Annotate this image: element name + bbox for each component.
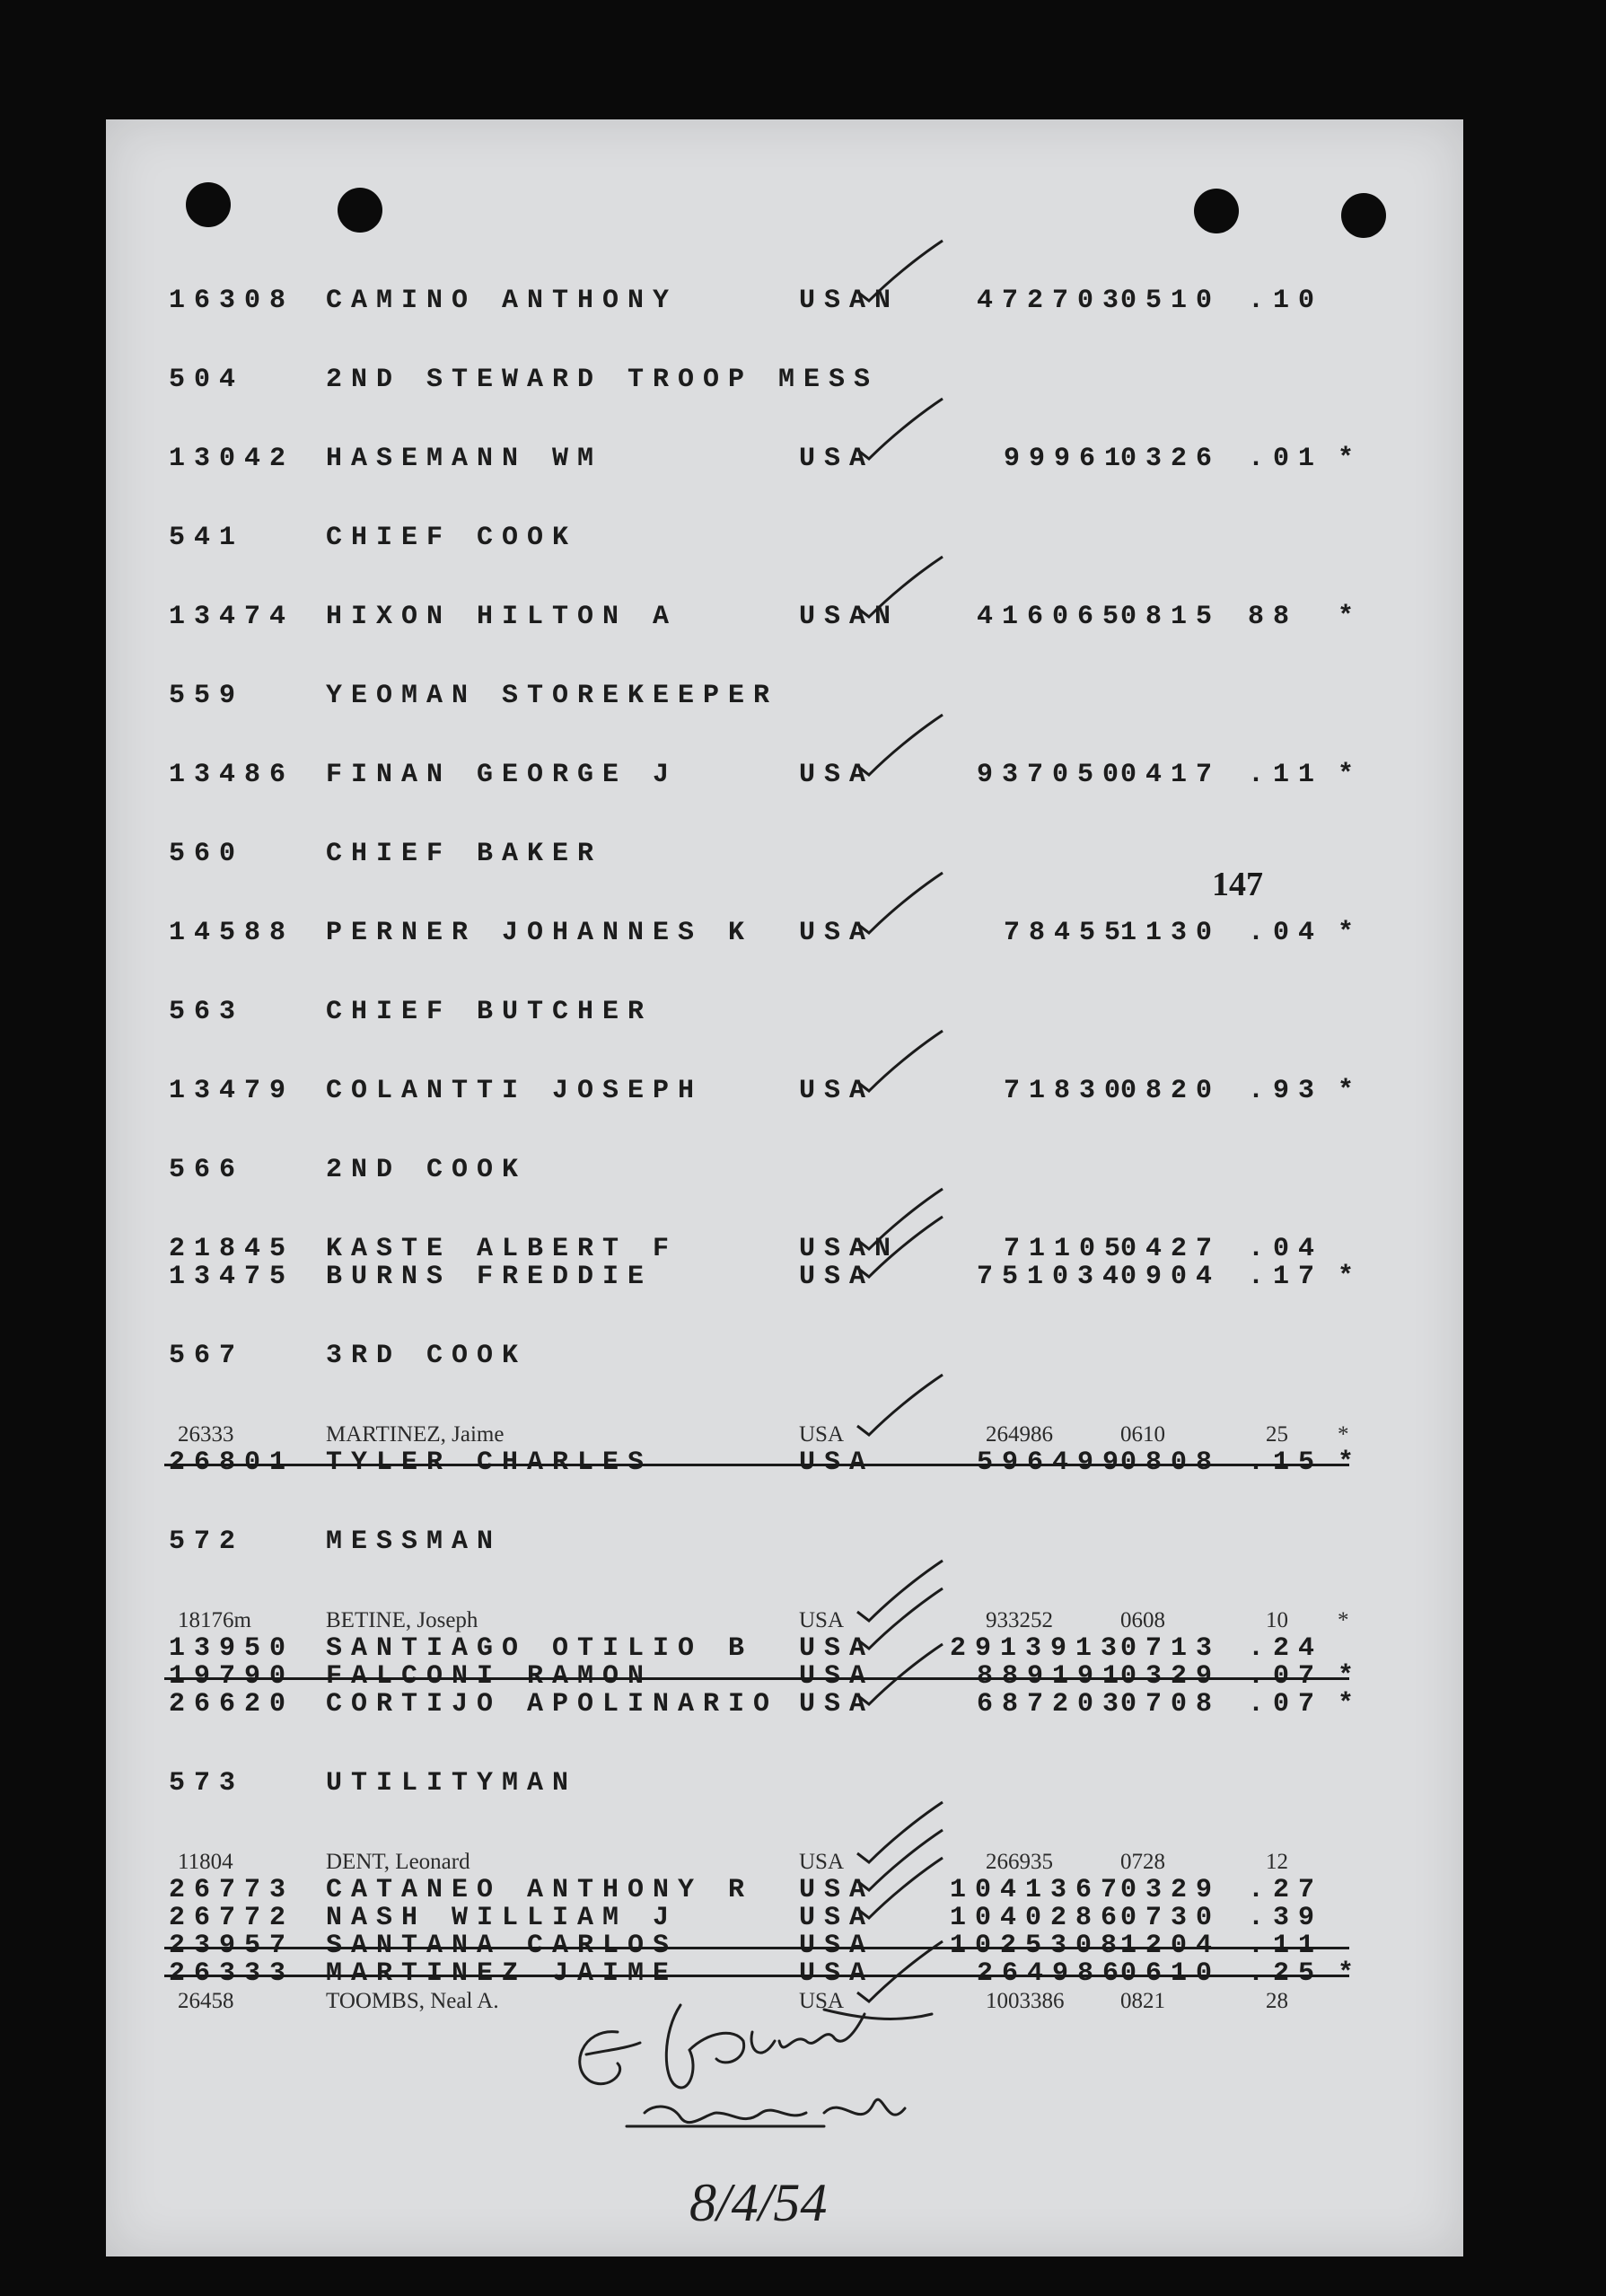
date-code: 0329 [1120, 1661, 1222, 1692]
crew-name: PERNER JOHANNES K [326, 918, 754, 948]
section-title: MESSMAN [326, 1526, 503, 1557]
date-code: 0904 [1120, 1262, 1222, 1292]
nationality: USA [799, 444, 875, 474]
date-code: 0510 [1120, 286, 1222, 316]
crew-entry [106, 1073, 1463, 1109]
section-code: 559 [169, 681, 245, 711]
section-title: CHIEF BUTCHER [326, 997, 654, 1027]
date-code: 0821 [1120, 1989, 1165, 2013]
crew-number: 14588 [169, 918, 295, 948]
document-number: 933252 [986, 1608, 1053, 1632]
section-heading [106, 1338, 1463, 1374]
crew-name: HIXON HILTON A [326, 602, 679, 632]
nationality: USA [799, 760, 875, 790]
date-code: 0815 [1120, 602, 1222, 632]
document-number: 1003386 [986, 1989, 1065, 2013]
document-number: 1041367 [950, 1875, 1127, 1905]
document-number: 1040286 [950, 1903, 1127, 1933]
amount: .04 [1248, 918, 1324, 948]
crew-number: 26458 [178, 1989, 234, 2013]
date-code: 1204 [1120, 1931, 1222, 1961]
nationality: USA [799, 1608, 845, 1632]
section-code: 560 [169, 839, 245, 869]
crew-name: FINAN GEORGE J [326, 760, 679, 790]
document-number: 472703 [977, 286, 1128, 316]
section-heading [106, 362, 1463, 398]
crew-number: 13042 [169, 444, 295, 474]
nationality: USAN [799, 1234, 900, 1264]
check-mark [853, 552, 952, 624]
document-number: 1025308 [950, 1931, 1127, 1961]
check-mark [853, 236, 952, 308]
date-code: 1130 [1120, 918, 1222, 948]
document-number: 78455 [1004, 918, 1130, 948]
section-title: CHIEF BAKER [326, 839, 603, 869]
amount: 88 [1248, 602, 1299, 632]
crew-number: 26333 [169, 1958, 295, 1989]
page-number: 147 [1212, 866, 1263, 903]
crew-number: 13479 [169, 1076, 295, 1106]
date-code: 0820 [1120, 1076, 1222, 1106]
nationality: USA [799, 1903, 875, 1933]
date-code: 0730 [1120, 1903, 1222, 1933]
document-number: 71830 [1004, 1076, 1130, 1106]
crew-number: 21845 [169, 1234, 295, 1264]
document-number: 596499 [977, 1447, 1128, 1478]
amount: .10 [1248, 286, 1324, 316]
asterisk-mark: * [1338, 1608, 1349, 1632]
crew-number: 26620 [169, 1689, 295, 1720]
crew-entry [106, 757, 1463, 793]
amount: .25 [1248, 1958, 1324, 1989]
crew-name: TYLER CHARLES [326, 1447, 654, 1478]
nationality: USAN [799, 286, 900, 316]
document-number: 2913913 [950, 1633, 1127, 1664]
crew-number: 13475 [169, 1262, 295, 1292]
document-number: 264986 [986, 1422, 1053, 1447]
crew-number: 26801 [169, 1447, 295, 1478]
crew-number: 23957 [169, 1931, 295, 1961]
crew-number: 11804 [178, 1850, 233, 1874]
asterisk-mark: * [1338, 1447, 1364, 1478]
nationality: USA [799, 1447, 875, 1478]
asterisk-mark: * [1338, 1076, 1364, 1106]
crew-name: BURNS FREDDIE [326, 1262, 654, 1292]
amount: .15 [1248, 1447, 1324, 1478]
signature-date: 8/4/54 [689, 2173, 828, 2232]
crew-name: NASH WILLIAM J [326, 1903, 679, 1933]
check-mark [853, 1212, 952, 1284]
amount: .27 [1248, 1875, 1324, 1905]
check-mark [853, 710, 952, 782]
date-code: 0329 [1120, 1875, 1222, 1905]
binder-hole-right-1 [1194, 189, 1239, 233]
date-code: 0708 [1120, 1689, 1222, 1720]
crew-name: TOOMBS, Neal A. [326, 1989, 499, 2013]
crew-entry [106, 1445, 1463, 1481]
section-heading [106, 994, 1463, 1030]
date-code: 0427 [1120, 1234, 1222, 1264]
date-code: 0713 [1120, 1633, 1222, 1664]
section-code: 504 [169, 365, 245, 395]
crew-name: SANTANA CARLOS [326, 1931, 679, 1961]
amount: .39 [1248, 1903, 1324, 1933]
date-code: 0608 [1120, 1608, 1165, 1632]
section-heading [106, 520, 1463, 556]
crew-number: 26772 [169, 1903, 295, 1933]
section-title: 2ND COOK [326, 1155, 528, 1185]
crew-name: CAMINO ANTHONY [326, 286, 679, 316]
crew-entry [106, 1686, 1463, 1722]
document-number: 266935 [986, 1850, 1053, 1874]
date-code: 0808 [1120, 1447, 1222, 1478]
crew-number: 19790 [169, 1661, 295, 1692]
section-code: 566 [169, 1155, 245, 1185]
document-number: 751034 [977, 1262, 1128, 1292]
section-title: UTILITYMAN [326, 1768, 578, 1799]
section-heading [106, 836, 1463, 872]
crew-number: 18176m [178, 1608, 251, 1632]
strike-line [164, 1947, 1349, 1949]
nationality: USA [799, 1633, 875, 1664]
nationality: USA [799, 1931, 875, 1961]
nationality: USA [799, 1989, 845, 2013]
section-code: 563 [169, 997, 245, 1027]
crew-number: 16308 [169, 286, 295, 316]
section-heading [106, 678, 1463, 714]
binder-hole-left-1 [186, 182, 231, 227]
crew-entry [106, 441, 1463, 477]
date-code: 0326 [1120, 444, 1222, 474]
asterisk-mark: * [1338, 918, 1364, 948]
document-number: 264986 [977, 1958, 1128, 1989]
document-number: 416065 [977, 602, 1128, 632]
amount: .04 [1248, 1234, 1324, 1264]
signature [555, 1978, 1129, 2248]
document-number: 99961 [1004, 444, 1130, 474]
date-code: 0417 [1120, 760, 1222, 790]
amount: .01 [1248, 444, 1324, 474]
crew-entry [106, 915, 1463, 951]
date-code: 0728 [1120, 1850, 1165, 1874]
amount: .11 [1248, 760, 1324, 790]
binder-hole-right-2 [1341, 193, 1386, 238]
amount: 28 [1266, 1989, 1288, 2013]
crew-number: 26773 [169, 1875, 295, 1905]
crew-entry [106, 283, 1463, 319]
asterisk-mark: * [1338, 760, 1364, 790]
crew-entry [106, 599, 1463, 635]
nationality: USA [799, 1689, 875, 1720]
crew-name: DENT, Leonard [326, 1850, 470, 1874]
amount: 12 [1266, 1850, 1288, 1874]
amount: 25 [1266, 1422, 1288, 1447]
section-code: 572 [169, 1526, 245, 1557]
crew-name: MARTINEZ JAIME [326, 1958, 679, 1989]
amount: .07 [1248, 1689, 1324, 1720]
section-heading [106, 1524, 1463, 1560]
strike-line [164, 1975, 1349, 1977]
amount: .11 [1248, 1931, 1324, 1961]
asterisk-mark: * [1338, 602, 1364, 632]
document-number: 889191 [977, 1661, 1128, 1692]
nationality: USAN [799, 602, 900, 632]
amount: .93 [1248, 1076, 1324, 1106]
crew-number: 13486 [169, 760, 295, 790]
section-title: YEOMAN STOREKEEPER [326, 681, 779, 711]
crew-number: 13950 [169, 1633, 295, 1664]
amount: .24 [1248, 1633, 1324, 1664]
check-mark [853, 868, 952, 940]
nationality: USA [799, 1875, 875, 1905]
crew-name: KASTE ALBERT F [326, 1234, 679, 1264]
binder-hole-left-2 [338, 188, 382, 233]
section-code: 541 [169, 523, 245, 553]
check-mark [853, 1853, 952, 1925]
section-heading [106, 1765, 1463, 1801]
document-page [106, 119, 1463, 2256]
crew-name: CORTIJO APOLINARIO [326, 1689, 779, 1720]
section-title: 3RD COOK [326, 1341, 528, 1371]
nationality: USA [799, 918, 875, 948]
date-code: 0610 [1120, 1958, 1222, 1989]
asterisk-mark: * [1338, 1422, 1349, 1447]
document-number: 71105 [1004, 1234, 1130, 1264]
nationality: USA [799, 1661, 875, 1692]
crew-name: SANTIAGO OTILIO B [326, 1633, 754, 1664]
document-number: 937050 [977, 760, 1128, 790]
crew-entry [106, 1259, 1463, 1295]
document-number: 687203 [977, 1689, 1128, 1720]
crew-name: HASEMANN WM [326, 444, 603, 474]
nationality: USA [799, 1076, 875, 1106]
nationality: USA [799, 1422, 845, 1447]
strike-line [164, 1464, 1349, 1466]
asterisk-mark: * [1338, 1262, 1364, 1292]
section-title: CHIEF COOK [326, 523, 578, 553]
nationality: USA [799, 1958, 875, 1989]
section-heading [106, 1152, 1463, 1188]
nationality: USA [799, 1262, 875, 1292]
asterisk-mark: * [1338, 444, 1364, 474]
asterisk-mark: * [1338, 1689, 1364, 1720]
section-code: 573 [169, 1768, 245, 1799]
crew-name: MARTINEZ, Jaime [326, 1422, 505, 1447]
asterisk-mark: * [1338, 1661, 1364, 1692]
crew-number: 26333 [178, 1422, 234, 1447]
crew-name: FALCONI RAMON [326, 1661, 654, 1692]
section-title: 2ND STEWARD TROOP MESS [326, 365, 880, 395]
strike-line [164, 1677, 1349, 1680]
section-code: 567 [169, 1341, 245, 1371]
nationality: USA [799, 1850, 845, 1874]
check-mark [853, 1640, 952, 1711]
amount: .17 [1248, 1262, 1324, 1292]
check-mark [853, 394, 952, 466]
crew-number: 13474 [169, 602, 295, 632]
crew-name: COLANTTI JOSEPH [326, 1076, 704, 1106]
asterisk-mark: * [1338, 1958, 1364, 1989]
crew-name: BETINE, Joseph [326, 1608, 478, 1632]
amount: 10 [1266, 1608, 1288, 1632]
crew-name: CATANEO ANTHONY R [326, 1875, 754, 1905]
check-mark [853, 1370, 952, 1442]
check-mark [853, 1026, 952, 1098]
date-code: 0610 [1120, 1422, 1165, 1447]
amount: .07 [1248, 1661, 1324, 1692]
